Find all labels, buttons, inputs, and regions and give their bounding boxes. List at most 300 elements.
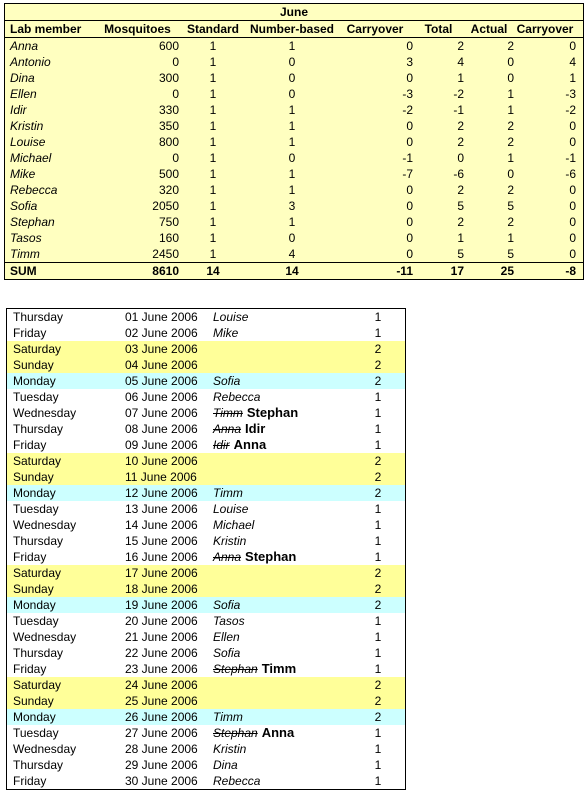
calendar-row <box>7 597 405 613</box>
weekday-label: Tuesday <box>13 726 59 740</box>
header-actual: Actual <box>470 22 508 36</box>
date-label: 23 June 2006 <box>125 662 198 676</box>
cell-actual: 0 <box>507 71 514 85</box>
summary-table <box>4 3 584 280</box>
cell-standard: 1 <box>209 135 217 149</box>
duty-count: 1 <box>374 422 382 436</box>
assignee-name: Kristin <box>213 742 247 756</box>
assignee-name: Sofia <box>213 646 241 660</box>
duty-count: 2 <box>374 710 382 724</box>
assignee-name: Louise <box>213 502 249 516</box>
duty-count: 1 <box>374 614 382 628</box>
date-label: 02 June 2006 <box>125 326 198 340</box>
header-standard: Standard <box>186 22 239 36</box>
cell-number-based: 1 <box>288 119 296 133</box>
duty-count: 1 <box>374 390 382 404</box>
assignee-name: Mike <box>213 326 239 340</box>
date-label: 24 June 2006 <box>125 678 198 692</box>
duty-count: 1 <box>374 742 382 756</box>
cell-number-based: 0 <box>288 71 296 85</box>
table-row <box>5 102 583 118</box>
date-label: 10 June 2006 <box>125 454 198 468</box>
calendar-row <box>7 565 405 581</box>
cell-number-based: 1 <box>288 103 296 117</box>
date-label: 19 June 2006 <box>125 598 198 612</box>
cell-carryover-end: 0 <box>569 247 576 261</box>
cell-actual: 2 <box>507 183 514 197</box>
assignee <box>213 437 363 453</box>
cell-carryover-end: 0 <box>569 231 576 245</box>
calendar-row <box>7 517 405 533</box>
calendar-row <box>7 421 405 437</box>
cell-member-name: Anna <box>10 39 39 53</box>
cell-carryover: -3 <box>402 87 413 101</box>
calendar-row <box>7 629 405 645</box>
date-label: 06 June 2006 <box>125 390 198 404</box>
assignee <box>213 773 363 789</box>
calendar-row <box>7 309 405 325</box>
assignee-name: Sofia <box>213 374 241 388</box>
cell-member-name: Tasos <box>10 231 42 245</box>
cell-carryover: -1 <box>402 151 413 165</box>
weekday-label: Sunday <box>13 582 54 596</box>
cell-number-based: 0 <box>288 231 296 245</box>
cell-carryover-end: -6 <box>565 167 576 181</box>
cell-mosquitoes: 300 <box>158 71 179 85</box>
calendar-row <box>7 581 405 597</box>
assignee <box>213 517 363 533</box>
cell-actual: 2 <box>507 119 514 133</box>
cell-standard: 1 <box>209 199 217 213</box>
replacement-name: Timm <box>261 661 297 676</box>
assignee <box>213 341 363 357</box>
duty-count: 1 <box>374 726 382 740</box>
cell-number-based: 0 <box>288 87 296 101</box>
weekday-label: Friday <box>13 326 47 340</box>
cell-mosquitoes: 500 <box>158 167 179 181</box>
assignee <box>213 581 363 597</box>
calendar-row <box>7 373 405 389</box>
date-label: 03 June 2006 <box>125 342 198 356</box>
table-row <box>5 214 583 230</box>
cell-member-name: Ellen <box>10 87 37 101</box>
duty-count: 1 <box>374 662 382 676</box>
cell-member-name: Sofia <box>10 199 38 213</box>
cell-carryover: 0 <box>406 247 413 261</box>
cell-standard: 1 <box>209 87 217 101</box>
duty-count: 1 <box>374 406 382 420</box>
cell-total: 0 <box>457 151 464 165</box>
month-title: June <box>5 4 583 21</box>
cell-carryover: 0 <box>406 199 413 213</box>
table-row <box>5 246 583 262</box>
assignee <box>213 405 363 421</box>
duty-count: 1 <box>374 326 382 340</box>
cell-standard: 1 <box>209 71 217 85</box>
date-label: 04 June 2006 <box>125 358 198 372</box>
assignee-name: Dina <box>213 758 238 772</box>
duty-count: 1 <box>374 518 382 532</box>
cell-member-name: Timm <box>10 247 40 261</box>
date-label: 22 June 2006 <box>125 646 198 660</box>
calendar-row <box>7 757 405 773</box>
duty-count: 2 <box>374 598 382 612</box>
cell-total: 5 <box>457 247 464 261</box>
replacement-name: Stephan <box>245 549 297 564</box>
date-label: 28 June 2006 <box>125 742 198 756</box>
duty-count: 1 <box>374 438 382 452</box>
calendar-row <box>7 533 405 549</box>
duty-count: 1 <box>374 534 382 548</box>
sum-carryover-end: -8 <box>565 264 576 278</box>
duty-count: 2 <box>374 582 382 596</box>
cell-standard: 1 <box>209 119 217 133</box>
cell-actual: 5 <box>507 247 514 261</box>
calendar-row <box>7 469 405 485</box>
cell-carryover-end: 0 <box>569 199 576 213</box>
assignee-name: Sofia <box>213 598 241 612</box>
duty-count: 2 <box>374 678 382 692</box>
table-row <box>5 86 583 102</box>
cell-carryover: 0 <box>406 39 413 53</box>
assignee <box>213 421 363 437</box>
weekday-label: Tuesday <box>13 390 59 404</box>
cell-standard: 1 <box>209 39 217 53</box>
weekday-label: Wednesday <box>13 518 77 532</box>
calendar-row <box>7 741 405 757</box>
assignee-name: Rebecca <box>213 774 261 788</box>
calendar-row <box>7 485 405 501</box>
cell-mosquitoes: 320 <box>158 183 179 197</box>
cell-mosquitoes: 2050 <box>152 199 179 213</box>
weekday-label: Monday <box>13 374 56 388</box>
cell-mosquitoes: 0 <box>172 87 179 101</box>
assignee <box>213 325 363 341</box>
duty-count: 2 <box>374 566 382 580</box>
duty-count: 1 <box>374 550 382 564</box>
cell-actual: 1 <box>507 103 514 117</box>
assignee-name: Stephan <box>213 726 258 740</box>
cell-carryover-end: 1 <box>569 71 576 85</box>
sum-row <box>5 262 583 279</box>
cell-total: 1 <box>457 71 464 85</box>
assignee-name: Timm <box>213 486 243 500</box>
cell-carryover-end: 0 <box>569 215 576 229</box>
replacement-name: Idir <box>245 421 266 436</box>
cell-number-based: 1 <box>288 215 296 229</box>
weekday-label: Tuesday <box>13 614 59 628</box>
duty-count: 1 <box>374 758 382 772</box>
cell-carryover-end: 0 <box>569 135 576 149</box>
table-row <box>5 134 583 150</box>
weekday-label: Wednesday <box>13 630 77 644</box>
calendar-row <box>7 357 405 373</box>
cell-standard: 1 <box>209 183 217 197</box>
calendar-row <box>7 341 405 357</box>
assignee <box>213 613 363 629</box>
calendar-row <box>7 389 405 405</box>
date-label: 21 June 2006 <box>125 630 198 644</box>
date-label: 05 June 2006 <box>125 374 198 388</box>
cell-member-name: Dina <box>10 71 35 85</box>
calendar-row <box>7 677 405 693</box>
assignee-name: Ellen <box>213 630 240 644</box>
table-row <box>5 118 583 134</box>
sum-number-based: 14 <box>285 264 299 278</box>
duty-count: 2 <box>374 358 382 372</box>
weekday-label: Saturday <box>13 566 62 580</box>
calendar-row <box>7 725 405 741</box>
assignee <box>213 677 363 693</box>
header-carryover: Carryover <box>346 22 404 36</box>
weekday-label: Wednesday <box>13 406 77 420</box>
cell-carryover-end: 0 <box>569 39 576 53</box>
date-label: 25 June 2006 <box>125 694 198 708</box>
cell-carryover-end: -2 <box>565 103 576 117</box>
weekday-label: Thursday <box>13 422 64 436</box>
weekday-label: Friday <box>13 438 47 452</box>
assignee <box>213 533 363 549</box>
weekday-label: Wednesday <box>13 742 77 756</box>
date-label: 16 June 2006 <box>125 550 198 564</box>
table-row <box>5 166 583 182</box>
assignee-name: Anna <box>213 550 242 564</box>
cell-number-based: 3 <box>288 199 296 213</box>
weekday-label: Monday <box>13 598 56 612</box>
assignee-name: Timm <box>213 406 243 420</box>
weekday-label: Monday <box>13 486 56 500</box>
cell-carryover-end: -3 <box>565 87 576 101</box>
cell-member-name: Rebecca <box>10 183 58 197</box>
assignee <box>213 741 363 757</box>
assignee <box>213 485 363 501</box>
duty-count: 2 <box>374 342 382 356</box>
sum-carryover: -11 <box>396 264 413 278</box>
cell-actual: 1 <box>507 87 514 101</box>
assignee-name: Michael <box>213 518 255 532</box>
cell-member-name: Antonio <box>10 55 51 69</box>
calendar-row <box>7 437 405 453</box>
cell-actual: 0 <box>507 55 514 69</box>
table-row <box>5 150 583 166</box>
table-row <box>5 198 583 214</box>
cell-number-based: 1 <box>288 39 296 53</box>
replacement-name: Stephan <box>246 405 299 420</box>
header-total: Total <box>424 22 453 36</box>
assignee <box>213 693 363 709</box>
calendar-row <box>7 325 405 341</box>
cell-carryover-end: 4 <box>569 55 576 69</box>
cell-total: 4 <box>457 55 464 69</box>
duty-count: 1 <box>374 310 382 324</box>
cell-total: 2 <box>457 39 464 53</box>
header-row <box>5 21 583 38</box>
assignee <box>213 565 363 581</box>
cell-total: -2 <box>453 87 464 101</box>
cell-number-based: 0 <box>288 55 296 69</box>
calendar-row <box>7 613 405 629</box>
calendar-row <box>7 693 405 709</box>
cell-standard: 1 <box>209 247 217 261</box>
date-label: 29 June 2006 <box>125 758 198 772</box>
assignee <box>213 597 363 613</box>
assignee <box>213 549 363 565</box>
sum-standard: 14 <box>206 264 220 278</box>
cell-mosquitoes: 0 <box>172 55 179 69</box>
date-label: 11 June 2006 <box>125 470 197 484</box>
cell-member-name: Michael <box>10 151 52 165</box>
cell-carryover: 0 <box>406 71 413 85</box>
cell-mosquitoes: 0 <box>172 151 179 165</box>
assignee-name: Rebecca <box>213 390 261 404</box>
header-carryover-end: Carryover <box>516 22 574 36</box>
cell-member-name: Kristin <box>10 119 44 133</box>
cell-carryover: 0 <box>406 135 413 149</box>
weekday-label: Sunday <box>13 694 54 708</box>
sum-actual: 25 <box>500 264 514 278</box>
assignee <box>213 645 363 661</box>
cell-total: 2 <box>457 135 464 149</box>
cell-total: 2 <box>457 183 464 197</box>
cell-carryover-end: -1 <box>565 151 576 165</box>
date-label: 30 June 2006 <box>125 774 198 788</box>
cell-number-based: 1 <box>288 167 296 181</box>
assignee-name: Tasos <box>213 614 245 628</box>
date-label: 18 June 2006 <box>125 582 198 596</box>
table-row <box>5 230 583 246</box>
calendar-row <box>7 645 405 661</box>
cell-standard: 1 <box>209 103 217 117</box>
cell-total: -6 <box>453 167 464 181</box>
date-label: 14 June 2006 <box>125 518 198 532</box>
assignee <box>213 309 363 325</box>
weekday-label: Friday <box>13 774 47 788</box>
weekday-label: Thursday <box>13 310 64 324</box>
duty-count: 2 <box>374 470 382 484</box>
cell-standard: 1 <box>209 215 217 229</box>
cell-mosquitoes: 600 <box>158 39 179 53</box>
assignee-name: Anna <box>213 422 242 436</box>
duty-calendar <box>6 308 406 790</box>
cell-actual: 1 <box>507 231 514 245</box>
cell-number-based: 1 <box>288 183 296 197</box>
cell-actual: 0 <box>507 167 514 181</box>
cell-total: 1 <box>457 231 464 245</box>
weekday-label: Friday <box>13 662 47 676</box>
assignee <box>213 469 363 485</box>
date-label: 15 June 2006 <box>125 534 198 548</box>
weekday-label: Thursday <box>13 758 64 772</box>
cell-standard: 1 <box>209 55 217 69</box>
cell-member-name: Louise <box>10 135 46 149</box>
cell-total: 2 <box>457 119 464 133</box>
cell-standard: 1 <box>209 167 217 181</box>
calendar-row <box>7 709 405 725</box>
cell-carryover: -7 <box>402 167 413 181</box>
cell-mosquitoes: 160 <box>158 231 179 245</box>
date-label: 20 June 2006 <box>125 614 198 628</box>
assignee-name: Louise <box>213 310 249 324</box>
duty-count: 2 <box>374 694 382 708</box>
assignee-name: Kristin <box>213 534 247 548</box>
assignee <box>213 709 363 725</box>
assignee-name: Idir <box>213 438 230 452</box>
weekday-label: Saturday <box>13 454 62 468</box>
cell-mosquitoes: 800 <box>158 135 179 149</box>
cell-mosquitoes: 330 <box>158 103 179 117</box>
assignee-name: Timm <box>213 710 243 724</box>
cell-total: 2 <box>457 215 464 229</box>
cell-actual: 2 <box>507 39 514 53</box>
assignee <box>213 357 363 373</box>
weekday-label: Monday <box>13 710 56 724</box>
cell-number-based: 4 <box>288 247 296 261</box>
cell-carryover: -2 <box>402 103 413 117</box>
cell-actual: 2 <box>507 215 514 229</box>
date-label: 01 June 2006 <box>125 310 198 324</box>
duty-count: 1 <box>374 502 382 516</box>
weekday-label: Thursday <box>13 534 64 548</box>
assignee <box>213 757 363 773</box>
date-label: 17 June 2006 <box>125 566 198 580</box>
cell-standard: 1 <box>209 151 217 165</box>
cell-member-name: Idir <box>10 103 27 117</box>
calendar-row <box>7 549 405 565</box>
date-label: 07 June 2006 <box>125 406 198 420</box>
sum-label: SUM <box>10 264 37 278</box>
calendar-row <box>7 773 405 789</box>
weekday-label: Friday <box>13 550 47 564</box>
assignee <box>213 389 363 405</box>
cell-actual: 1 <box>507 151 514 165</box>
cell-member-name: Stephan <box>10 215 55 229</box>
table-row <box>5 54 583 70</box>
cell-carryover-end: 0 <box>569 119 576 133</box>
duty-count: 1 <box>374 774 382 788</box>
date-label: 08 June 2006 <box>125 422 198 436</box>
header-lab-member: Lab member <box>10 22 82 36</box>
weekday-label: Sunday <box>13 470 54 484</box>
table-row <box>5 38 583 54</box>
assignee <box>213 453 363 469</box>
header-number-based: Number-based <box>249 22 335 36</box>
assignee <box>213 373 363 389</box>
weekday-label: Sunday <box>13 358 54 372</box>
summary-body <box>5 38 583 262</box>
duty-count: 2 <box>374 454 382 468</box>
date-label: 12 June 2006 <box>125 486 198 500</box>
duty-count: 2 <box>374 374 382 388</box>
weekday-label: Thursday <box>13 646 64 660</box>
table-row <box>5 70 583 86</box>
calendar-row <box>7 501 405 517</box>
assignee <box>213 725 363 741</box>
header-mosquitoes: Mosquitoes <box>104 22 171 36</box>
weekday-label: Tuesday <box>13 502 59 516</box>
assignee <box>213 501 363 517</box>
cell-actual: 2 <box>507 135 514 149</box>
cell-member-name: Mike <box>10 167 36 181</box>
calendar-row <box>7 661 405 677</box>
cell-actual: 5 <box>507 199 514 213</box>
weekday-label: Saturday <box>13 678 62 692</box>
cell-mosquitoes: 350 <box>158 119 179 133</box>
cell-number-based: 0 <box>288 151 296 165</box>
calendar-row <box>7 453 405 469</box>
date-label: 09 June 2006 <box>125 438 198 452</box>
weekday-label: Saturday <box>13 342 62 356</box>
assignee-name: Stephan <box>213 662 258 676</box>
